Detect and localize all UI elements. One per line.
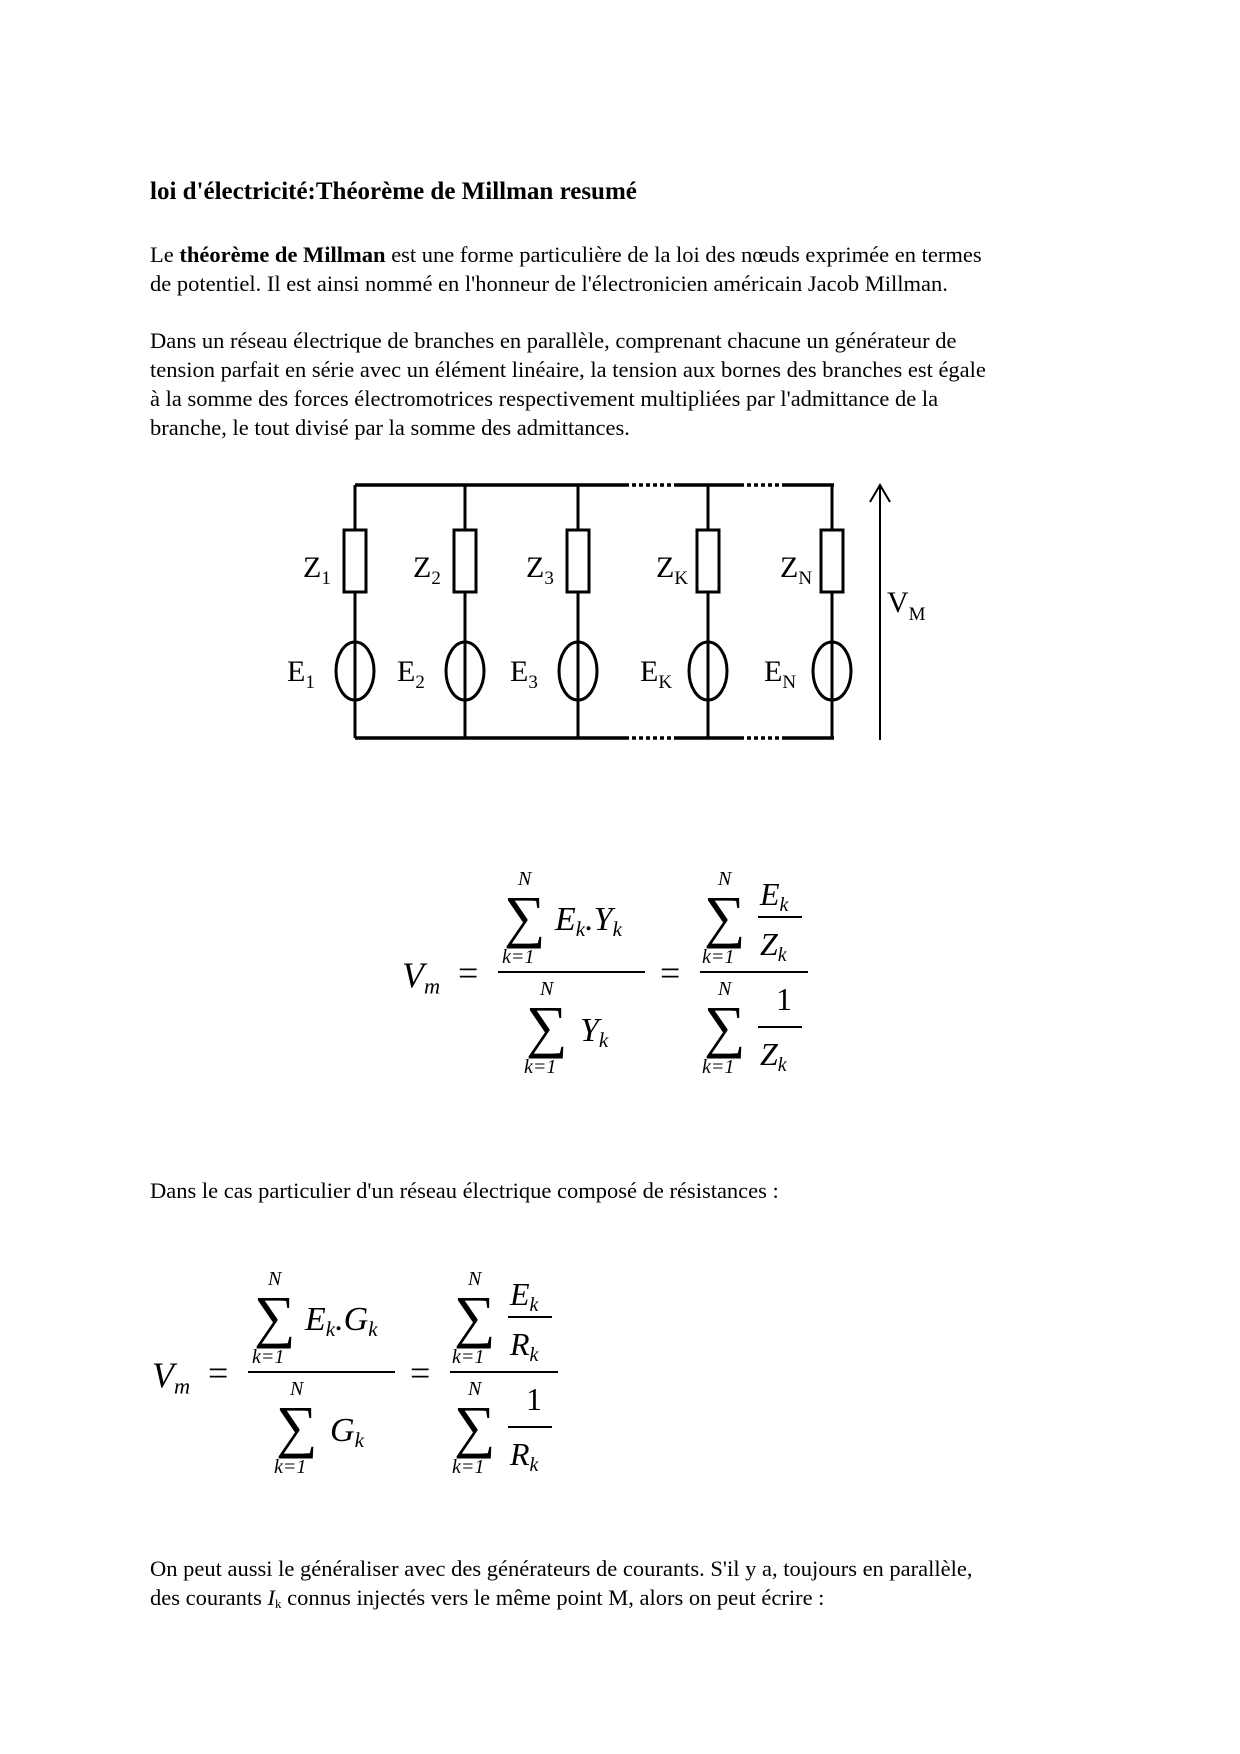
inner-denominator-base: Z <box>760 926 778 962</box>
denominator-sum-sigma: ∑ <box>704 994 746 1059</box>
impedance-resistor <box>821 530 843 592</box>
inner-denominator-base: R <box>510 1326 530 1362</box>
voltage-source <box>336 642 374 700</box>
impedance-resistor <box>697 530 719 592</box>
denominator-term <box>330 1412 365 1452</box>
bold-term: théorème de Millman <box>179 242 386 267</box>
intro-line-1 <box>150 240 982 269</box>
inner-numerator-subscript: k <box>779 893 789 916</box>
current-subscript: k <box>274 1596 282 1611</box>
text: connus injectés vers le même point M, alors on peut écrire : <box>281 1585 825 1610</box>
numerator-term <box>304 1301 378 1341</box>
denominator-sum-upper-limit: N <box>718 978 732 1000</box>
equals-sign: = <box>410 1353 431 1393</box>
equals-sign: = <box>660 953 681 993</box>
impedance-base: Z <box>526 551 545 584</box>
inner-denominator-subscript: k <box>529 1453 539 1476</box>
numerator-sum-upper-limit: N <box>718 868 732 890</box>
definition-line: à la somme des forces électromotrices respectivement multipliées par l'admittance de la <box>150 386 939 411</box>
voltage-arrow <box>870 485 890 740</box>
numerator-term2-subscript: k <box>368 1317 378 1342</box>
impedance-label <box>526 551 554 589</box>
voltage-source <box>689 642 727 700</box>
impedance-base: Z <box>780 551 799 584</box>
source-label <box>510 655 538 693</box>
source-base: E <box>510 655 529 688</box>
source-base: E <box>397 655 416 688</box>
equals-sign: = <box>208 1353 229 1393</box>
current-variable: I <box>267 1585 275 1610</box>
inner-numerator-one: 1 <box>776 981 792 1017</box>
impedance-subscript: 2 <box>431 568 441 589</box>
numerator-sum-lower-limit: k=1 <box>252 1346 285 1368</box>
impedance-label <box>780 551 812 589</box>
text: est une forme particulière de la loi des nœuds exprimée en termes <box>385 242 982 267</box>
source-subscript: 3 <box>528 672 538 693</box>
numerator-sum-lower-limit: k=1 <box>452 1346 485 1368</box>
denominator-sum-lower-limit: k=1 <box>702 1056 735 1078</box>
voltage-subscript: M <box>908 604 926 625</box>
numerator-term-subscript: k <box>575 917 586 942</box>
numerator-sum-sigma: ∑ <box>704 884 746 949</box>
denominator-sum-lower-limit: k=1 <box>524 1056 557 1078</box>
dot: . <box>585 901 594 939</box>
millman-formula-resistances <box>152 1268 558 1478</box>
source-base: E <box>764 655 783 688</box>
millman-formula-general <box>402 868 808 1078</box>
denominator-sum-sigma: ∑ <box>276 1394 318 1459</box>
numerator-term2-base: G <box>343 1301 369 1339</box>
impedance-subscript: 3 <box>544 568 554 589</box>
inner-denominator <box>509 1326 540 1366</box>
impedance-subscript: 1 <box>321 568 331 589</box>
impedance-subscript: N <box>798 568 813 589</box>
inner-numerator-subscript: k <box>529 1293 539 1316</box>
lhs-subscript: m <box>424 973 441 999</box>
voltage-source <box>813 642 851 700</box>
numerator-term <box>554 901 623 941</box>
numerator-sum-upper-limit: N <box>268 1268 282 1290</box>
impedance-label <box>413 551 441 589</box>
equals-sign: = <box>458 953 479 993</box>
denominator-term-base: Y <box>580 1012 599 1049</box>
source-label <box>764 655 796 693</box>
impedance-base: Z <box>656 551 675 584</box>
inner-numerator <box>509 1276 540 1316</box>
numerator-term2-base: Y <box>593 901 613 939</box>
impedance-resistor <box>454 530 476 592</box>
inner-numerator-one: 1 <box>526 1381 542 1417</box>
inner-denominator-base: Z <box>760 1036 778 1072</box>
numerator-term2-subscript: k <box>612 917 622 942</box>
inner-denominator <box>509 1436 540 1476</box>
numerator-sum-sigma: ∑ <box>254 1284 296 1349</box>
text: des courants <box>150 1585 268 1610</box>
lhs-subscript: m <box>174 1373 191 1399</box>
numerator-sum-lower-limit: k=1 <box>502 946 535 968</box>
denominator-sum-lower-limit: k=1 <box>274 1456 307 1478</box>
denominator-sum-lower-limit: k=1 <box>452 1456 485 1478</box>
page-title: loi d'électricité:Théorème de Millman resumé <box>150 178 637 205</box>
voltage-base: V <box>887 586 909 619</box>
denominator-sum-upper-limit: N <box>290 1378 304 1400</box>
denominator-term-subscript: k <box>354 1428 364 1453</box>
impedance-base: Z <box>413 551 432 584</box>
definition-line: tension parfait en série avec un élément linéaire, la tension aux bornes des branches est égale <box>150 357 986 382</box>
generalisation-line-1: On peut aussi le généraliser avec des générateurs de courants. S'il y a, toujours en parallèle, <box>150 1556 973 1581</box>
generalisation-line-2 <box>150 1583 973 1618</box>
voltage-source <box>559 642 597 700</box>
lhs-base: V <box>402 955 424 995</box>
inner-numerator-base: E <box>510 1276 530 1312</box>
inner-denominator <box>760 926 788 966</box>
numerator-sum-sigma: ∑ <box>504 884 546 949</box>
lhs-base: V <box>152 1355 174 1395</box>
numerator-sum-lower-limit: k=1 <box>702 946 735 968</box>
denominator-sum-sigma: ∑ <box>526 994 568 1059</box>
source-base: E <box>287 655 306 688</box>
denominator-sum-upper-limit: N <box>468 1378 482 1400</box>
denominator-sum-upper-limit: N <box>540 978 554 1000</box>
intro-paragraph <box>150 240 982 298</box>
inner-numerator <box>759 876 790 916</box>
inner-denominator-subscript: k <box>777 943 787 966</box>
generalisation-paragraph <box>150 1554 973 1618</box>
denominator-term-base: G <box>330 1412 355 1449</box>
impedance-resistor <box>567 530 589 592</box>
dot: . <box>335 1301 344 1339</box>
numerator-term-subscript: k <box>325 1317 336 1342</box>
voltage-source <box>446 642 484 700</box>
inner-denominator-subscript: k <box>529 1343 539 1366</box>
source-label <box>287 655 315 693</box>
lhs <box>152 1355 190 1398</box>
denominator-term <box>580 1012 609 1052</box>
impedance-label <box>303 551 331 589</box>
definition-paragraph <box>150 326 986 442</box>
impedance-resistor <box>344 530 366 592</box>
numerator-term-base: E <box>555 901 576 938</box>
inner-denominator-subscript: k <box>777 1053 787 1076</box>
text: Le <box>150 242 180 267</box>
source-subscript: K <box>658 672 673 693</box>
resistances-text: Dans le cas particulier d'un réseau électrique composé de résistances : <box>150 1178 779 1203</box>
impedance-label <box>656 551 688 589</box>
denominator-sum-sigma: ∑ <box>454 1394 496 1459</box>
numerator-sum-sigma: ∑ <box>454 1284 496 1349</box>
source-base: E <box>640 655 659 688</box>
source-subscript: 1 <box>305 672 315 693</box>
source-subscript: N <box>782 672 797 693</box>
impedance-base: Z <box>303 551 322 584</box>
numerator-sum-upper-limit: N <box>518 868 532 890</box>
inner-numerator-base: E <box>760 876 780 912</box>
numerator-sum-upper-limit: N <box>468 1268 482 1290</box>
numerator-term-base: E <box>305 1301 326 1338</box>
lhs <box>402 955 440 998</box>
voltage-label <box>887 586 926 625</box>
source-label <box>640 655 672 693</box>
intro-line-2: de potentiel. Il est ainsi nommé en l'honneur de l'électronicien américain Jacob Millman. <box>150 271 948 296</box>
definition-line: Dans un réseau électrique de branches en parallèle, comprenant chacune un générateur de <box>150 328 957 353</box>
definition-line: branche, le tout divisé par la somme des admittances. <box>150 415 630 440</box>
impedance-subscript: K <box>674 568 689 589</box>
inner-denominator <box>760 1036 788 1076</box>
inner-denominator-base: R <box>510 1436 530 1472</box>
source-subscript: 2 <box>415 672 425 693</box>
source-label <box>397 655 425 693</box>
denominator-term-subscript: k <box>598 1028 609 1053</box>
